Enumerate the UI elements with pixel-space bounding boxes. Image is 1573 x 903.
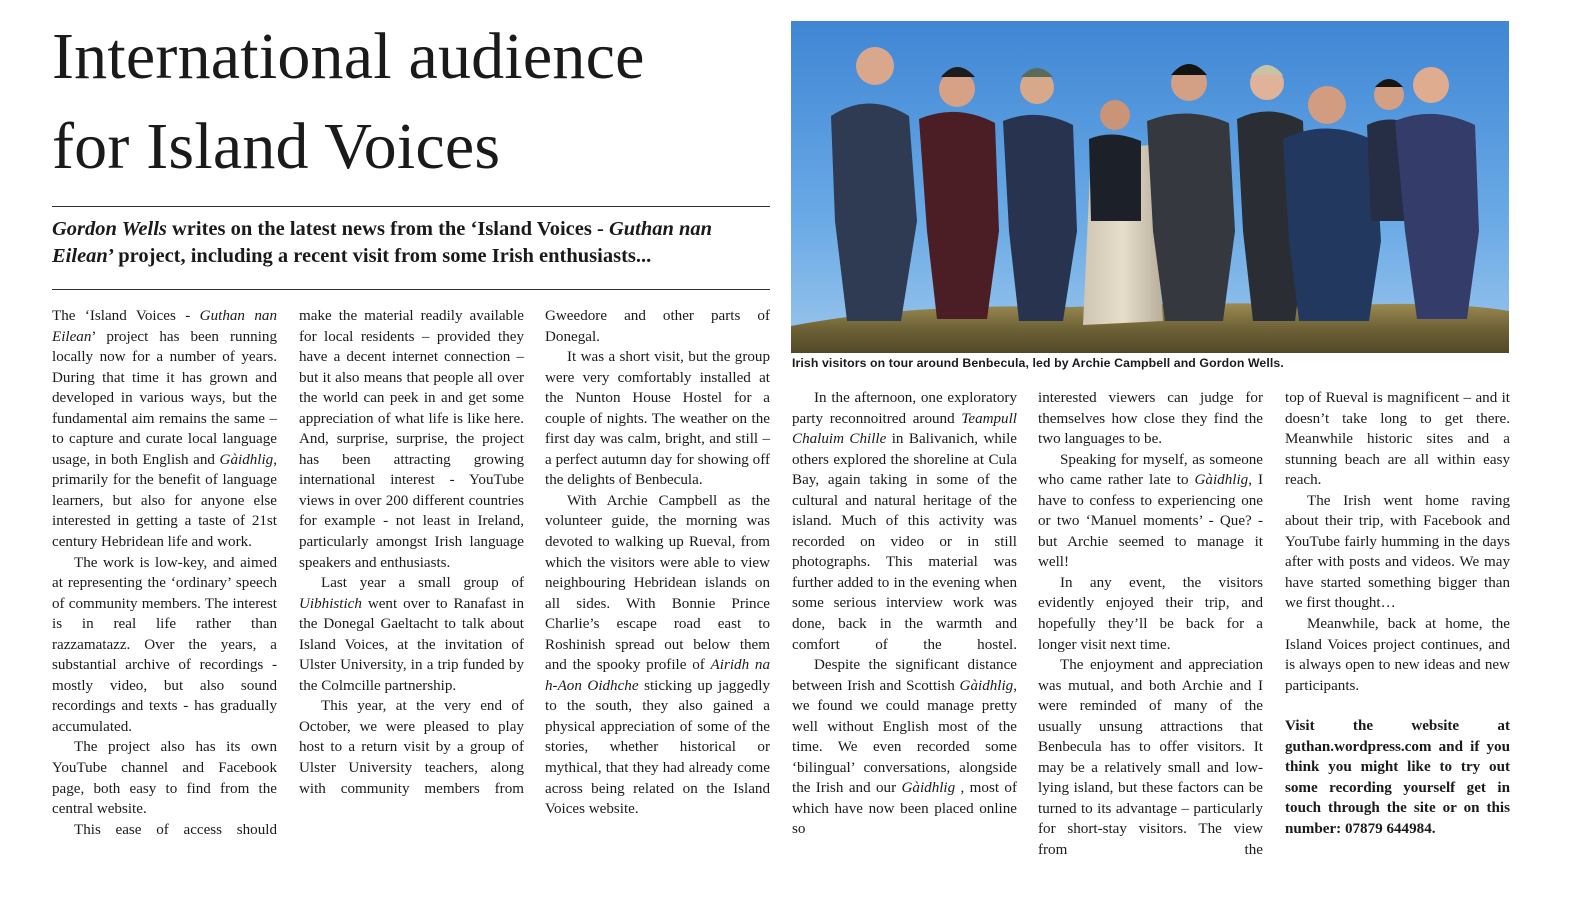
- headline-line-1: International audience: [52, 20, 645, 93]
- text-run: In the afternoon, one exploratory party reconnoitred around: [792, 390, 1017, 427]
- standfirst-project-gaelic: Guthan nan Eilean: [52, 218, 713, 267]
- text-run-italic: Gàidhlig: [219, 451, 274, 468]
- text-run: ’ project has been running locally now for a number of years. During that time it has grown and developed in various ways, but the fundamental aim remains the same – to capture and curate local language usage, in both English and: [52, 328, 277, 468]
- text-run: The ‘Island Voices -: [52, 308, 200, 324]
- text-run-italic: Gàidhlig: [1194, 472, 1249, 489]
- text-run: , most of which have now been placed online so: [792, 780, 1017, 838]
- text-run: , we found we could manage pretty well without English most of the time. We even recorded some ‘bilingual’ conversations, alongside the Irish and our: [792, 677, 1017, 797]
- paragraph: top of Rueval is magnificent – and it doesn’t take long to get there. Meanwhile historic sites and a stunning beach are all within easy reach.: [1285, 390, 1510, 489]
- article-column-6: [1285, 388, 1510, 839]
- group-photo: [791, 21, 1509, 353]
- article-column-2: [299, 306, 524, 799]
- top-rule: [52, 206, 770, 207]
- text-run-italic: Airidh na h-Aon Oidhche: [545, 657, 770, 694]
- paragraph: [792, 388, 1017, 655]
- paragraph: Gweedore and other parts of Donegal.: [545, 308, 770, 345]
- paragraph: It was a short visit, but the group were very comfortably installed at the Nunton House Hostel for a couple of nights. The weather on the first day was calm, bright, and still – a perfect autumn day for showing off the delights of Benbecula.: [545, 349, 770, 489]
- text-run: sticking up jaggedly to the south, they also gained a physical appreciation of some of the stories, whether historical or mythical, that they had already come across being related on the Island Voices website.: [545, 677, 771, 818]
- paragraph: interested viewers can judge for themselves how close they find the two languages to be.: [1038, 390, 1263, 448]
- headline-line-2: for Island Voices: [52, 109, 501, 183]
- standfirst-text-a: writes on the latest news from the ‘Island Voices -: [166, 218, 609, 240]
- text-run-italic: Gàidhlig: [901, 780, 956, 797]
- paragraph: In any event, the visitors evidently enjoyed their trip, and hopefully they’ll be back for a longer visit next time.: [1038, 574, 1263, 653]
- text-run: , primarily for the benefit of language learners, but also for anyone else interested in getting a taste of 21st century Hebridean life and work.: [52, 451, 277, 551]
- paragraph: The work is low-key, and aimed at representing the ‘ordinary’ speech of community members. The interest is in real life rather than razzamatazz. Over the years, a substantial archive of recordings - mostly video, but also sound recordings and texts - has gradually accumulated.: [52, 554, 277, 735]
- article-column-1: [52, 306, 277, 840]
- text-run-italic: Uibhistich: [299, 595, 362, 612]
- text-run: Speaking for myself, as someone who came rather late to: [1038, 451, 1263, 489]
- group-photo-illustration: [791, 21, 1509, 353]
- article-column-5: [1038, 388, 1263, 861]
- paragraph: Meanwhile, back at home, the Island Voices project continues, and is always open to new ideas and new participants.: [1285, 616, 1510, 694]
- paragraph: [792, 655, 1017, 840]
- text-run-italic: Teampull Chaluim Chille: [792, 410, 1017, 448]
- author-name: Gordon Wells: [52, 218, 167, 240]
- article-column-3: [545, 306, 770, 820]
- text-run: With Archie Campbell as the volunteer guide, the morning was devoted to walking up Rueval, from which the visitors were able to view neighbouring Hebridean islands on all sides. With Bonnie Prince Charlie’s escape road east to Roshinish spread out below them and the spooky profile of: [545, 492, 770, 674]
- paragraph: [299, 573, 524, 696]
- headline: [52, 12, 782, 192]
- paragraph: [545, 491, 770, 820]
- text-run: Last year a small group of: [321, 575, 524, 592]
- text-run: , I have to confess to experiencing one or two ‘Manuel moments’ - Que? - but Archie seemed to manage it well!: [1038, 472, 1263, 571]
- paragraph: The enjoyment and appreciation was mutual, and both Archie and I were reminded of many of the usually unsung attractions that Benbecula has to offer visitors. It may be a relatively small and low-lying island, but these factors can be turned to its advantage – particularly for short-stay visitors. The view from the: [1038, 657, 1263, 859]
- text-run-italic: Gàidhlig: [959, 677, 1014, 694]
- text-run: went over to Ranafast in the Donegal Gaeltacht to talk about Island Voices, at the invitation of Ulster University, in a trip funded by the Colmcille partnership.: [299, 595, 524, 694]
- article-column-4: [792, 388, 1017, 840]
- text-run: Despite the significant distance between Irish and Scottish: [792, 657, 1017, 694]
- paragraph: [1038, 450, 1263, 573]
- bottom-rule: [52, 289, 770, 290]
- paragraph: This ease of access should: [74, 821, 277, 838]
- standfirst: [52, 216, 772, 269]
- paragraph: make the material readily available for local residents – provided they have a decent internet connection – but it also means that people all over the world can peek in and get some appreciation of what life is like here. And, surprise, surprise, the project has been attracting growing international interest - YouTube views in over 200 different countries for example - not least in Ireland, particularly amongst Irish language speakers and enthusiasts.: [299, 308, 524, 571]
- text-run: in Balivanich, while others explored the shoreline at Cula Bay, again taking in some of the cultural and natural heritage of the island. Much of this activity was recorded on video or in still photographs. This material was further added to in the evening when some serious interview work was done, back in the warmth and comfort of the hostel.: [792, 431, 1017, 653]
- paragraph: The project also has its own YouTube channel and Facebook page, both easy to find from the central website.: [52, 739, 277, 818]
- paragraph: This year, at the very end of October, we were pleased to play host to a return visit by a group of Ulster University teachers, along with community members from: [299, 698, 524, 797]
- photo-caption: Irish visitors on tour around Benbecula, led by Archie Campbell and Gordon Wells.: [792, 356, 1284, 370]
- text-run-italic: Guthan nan Eilean: [52, 308, 277, 345]
- standfirst-text-b: ’ project, including a recent visit from some Irish enthusiasts...: [107, 244, 652, 267]
- paragraph: The Irish went home raving about their trip, with Facebook and YouTube fairly humming in the days after with posts and videos. We may have started something bigger than we first thought…: [1285, 492, 1510, 612]
- call-to-action: Visit the website at guthan.wordpress.com and if you think you might like to try out some recording yourself get in touch through the site or on this number: 07879 644984.: [1285, 718, 1510, 837]
- paragraph: [52, 306, 277, 553]
